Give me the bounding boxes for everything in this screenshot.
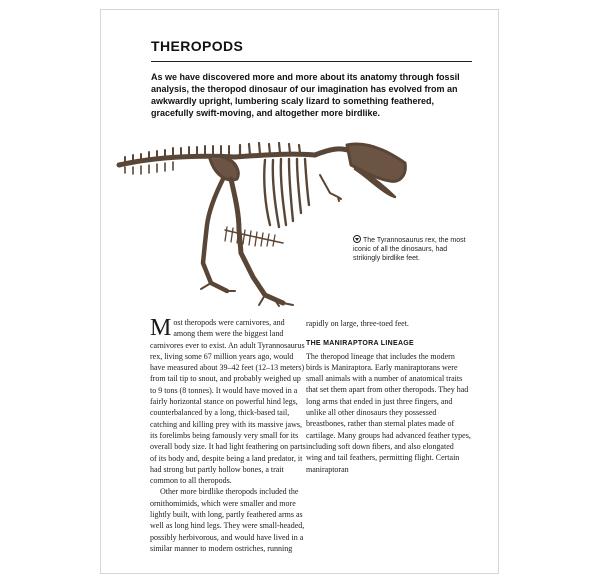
drop-cap: M bbox=[150, 315, 172, 341]
body-column-left bbox=[150, 317, 308, 554]
section-subhead: THE MANIRAPTORA LINEAGE bbox=[306, 340, 415, 348]
figure-caption bbox=[353, 235, 471, 263]
caption-text: The Tyrannosaurus rex, the most iconic of all the dinosaurs, had strikingly birdlike feet. bbox=[353, 237, 466, 262]
triangle-pointer-icon bbox=[353, 235, 361, 243]
body-paragraph-2: Other more birdlike theropods included the ornithomimids, which were smaller and more lightly built, with long, partly feathered arms as well as long hind legs. They were small-headed, possibly herbivorous, and would have lived in a similar manner to modern ostriches, running bbox=[150, 487, 305, 553]
body-column-right bbox=[306, 318, 471, 475]
book-page bbox=[100, 9, 499, 574]
page-title: THEROPODS bbox=[151, 38, 244, 54]
title-rule bbox=[151, 61, 472, 62]
intro-paragraph: As we have discovered more and more about its anatomy through fossil analysis, the theropod dinosaur of our imagination has evolved from an awkwardly upright, lumbering scaly lizard to something feathered, gracefully swift-moving, and altogether more birdlike. bbox=[151, 72, 460, 118]
body-paragraph-3: The theropod lineage that includes the modern birds is Maniraptora. Early maniraptorans were small animals with a number of anatomical traits that set them apart from other theropods. They had long arms that ended in just three fingers, and unlike all other dinosaurs they possessed breastbones, rather than sternal plates made of cartilage. Many groups had advanced feather types, including soft down fibers, and also elongated wing and tail feathers, permitting flight. Certain maniraptoran bbox=[306, 351, 471, 474]
body-paragraph-2-continued: rapidly on large, three-toed feet. bbox=[306, 319, 409, 328]
body-paragraph-1: ost theropods were carnivores, and among them were the biggest land carnivores ever to exist. An adult Tyrannosaurus rex, living some 67 million years ago, would have measured about 39–42 feet (12–13 meters) from tail tip to snout, and probably weighed up to 9 tons (8 tonnes). It would have moved in a fairly horizontal stance on powerful hind legs, counterbalanced by a long, thick-based tail, catching and killing prey with its massive jaws, its forelimbs being famously very small for its overall body size. It had light feathering on parts of its body and, despite being a land predator, it had strong but partly hollow bones, a trait common to all theropods. bbox=[150, 318, 306, 486]
trex-skeleton-image bbox=[115, 135, 415, 315]
